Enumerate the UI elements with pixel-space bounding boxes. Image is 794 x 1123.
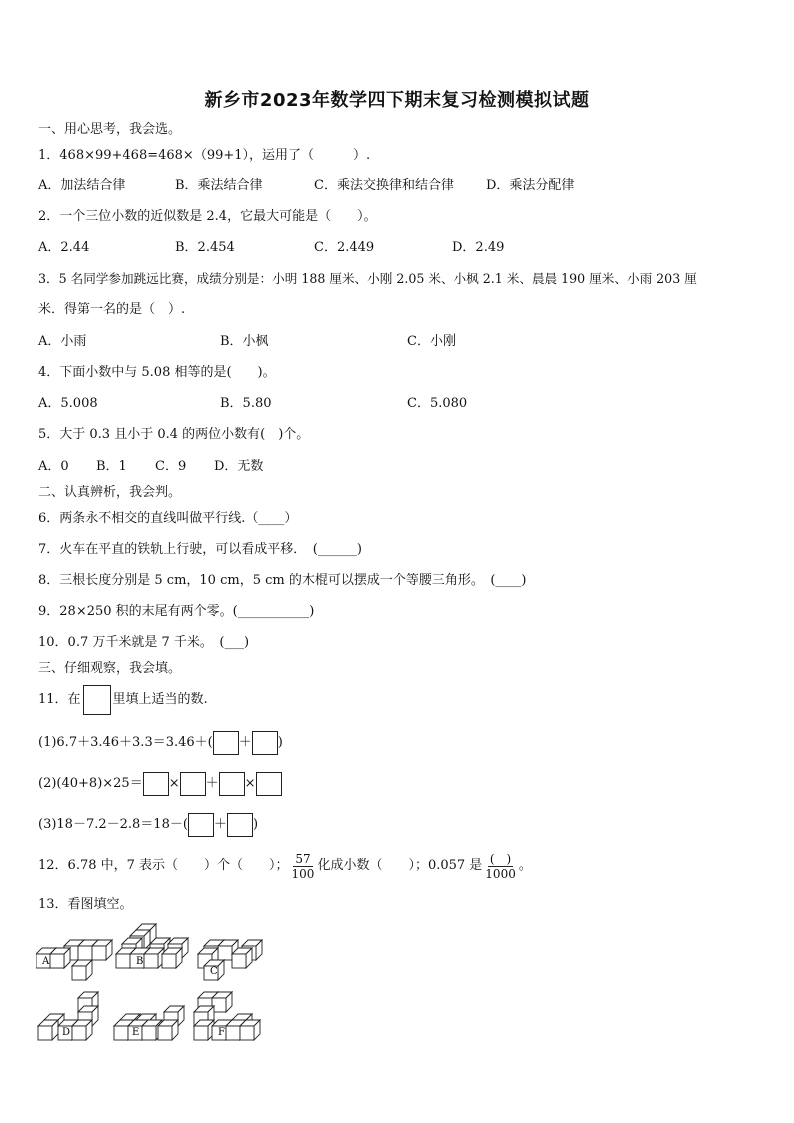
times-sign: × [244,776,256,791]
q11-1-expression: (1)6.7＋3.46＋3.3＝3.46＋( [38,735,213,750]
question-7: 7．火车在平直的铁轨上行驶，可以看成平移． (______) [38,542,362,557]
question-1: 1．468×99+468=468×（99+1），运用了（ ）. [38,148,371,163]
answer-box[interactable] [188,813,214,837]
figure-c [198,940,262,980]
question-6: 6．两条永不相交的直线叫做平行线.（____） [38,511,298,526]
label-e: E [132,1027,140,1038]
fraction-numerator: 57 [295,851,311,866]
label-c: C [210,966,218,977]
example-box [83,685,111,715]
question-3-line-1: 3．5 名同学参加跳远比赛，成绩分别是：小明 188 厘米、小刚 2.05 米、小枫 2.1 米、晨晨 190 厘米、小雨 203 厘 [38,271,697,286]
question-11 [38,684,208,716]
q2-option-a: A．2.44 [38,240,90,255]
q12-part-a: 12．6.78 中，7 表示（ ）个（ ）； [38,858,289,873]
q1-option-b: B．乘法结合律 [175,178,263,193]
q5-option-d: D．无数 [214,459,264,474]
q12-period: 。 [518,858,532,873]
answer-box[interactable] [213,731,239,755]
question-4: 4．下面小数中与 5.08 相等的是( )。 [38,365,276,380]
question-13: 13．看图填空。 [38,897,133,912]
answer-box[interactable] [143,772,169,796]
q1-option-c: C．乘法交换律和结合律 [314,178,454,193]
q4-option-b: B．5.80 [220,396,272,411]
fraction-blank-1000 [485,852,516,881]
question-9: 9．28×250 积的末尾有两个零。(___________) [38,604,315,619]
question-5: 5．大于 0.3 且小于 0.4 的两位小数有( )个。 [38,427,310,442]
question-12 [38,849,532,883]
section-2-heading: 二、认真辨析，我会判。 [38,485,182,500]
section-1-heading: 一、用心思考，我会选。 [38,122,182,137]
q11-part-2 [38,770,282,798]
q3-option-c: C．小刚 [407,334,456,349]
close-paren: ) [277,735,283,750]
fraction-numerator: ( ) [489,851,512,866]
q11-2-expression: (2)(40+8)×25＝ [38,776,143,791]
figure-a [36,940,112,980]
section-3-heading: 三、仔细观察，我会填。 [38,661,182,676]
figure-e [114,1006,184,1040]
times-sign: × [168,776,180,791]
answer-box[interactable] [227,813,253,837]
fraction-denominator: 1000 [485,866,516,881]
q11-3-expression: (3)18－7.2－2.8＝18－( [38,817,188,832]
answer-box[interactable] [219,772,245,796]
q11-suffix: 里填上适当的数. [112,692,208,707]
q2-option-c: C．2.449 [314,240,375,255]
figure-d [38,992,98,1040]
label-a: A [42,956,50,967]
label-f: F [218,1027,225,1038]
q5-option-b: B．1 [96,459,127,474]
page-title: 新乡市2023年数学四下期末复习检测模拟试题 [204,90,590,111]
q11-prefix: 11．在 [38,692,81,707]
figure-b [116,924,188,968]
q11-part-3 [38,811,258,839]
q4-option-a: A．5.008 [38,396,98,411]
q5-option-a: A．0 [38,459,69,474]
q12-part-b: 化成小数（ ）；0.057 是 [317,858,483,873]
q3-option-a: A．小雨 [38,334,87,349]
answer-box[interactable] [252,731,278,755]
plus-sign: ＋ [238,735,252,750]
question-8: 8．三根长度分别是 5 cm，10 cm，5 cm 的木棍可以摆成一个等腰三角形。 (____) [38,573,527,588]
answer-box[interactable] [256,772,282,796]
question-2: 2．一个三位小数的近似数是 2.4，它最大可能是（ ）。 [38,209,377,224]
q2-option-b: B．2.454 [175,240,235,255]
plus-sign: ＋ [205,776,219,791]
answer-box[interactable] [180,772,206,796]
label-d: D [62,1027,71,1038]
fraction-57-100 [292,852,315,881]
q1-option-d: D．乘法分配律 [486,178,575,193]
q4-option-c: C．5.080 [407,396,468,411]
label-b: B [136,956,144,967]
q1-option-a: A．加法结合律 [38,178,126,193]
close-paren: ) [252,817,259,832]
q5-option-c: C．9 [155,459,187,474]
plus-sign: ＋ [213,817,227,832]
figure-f [194,992,260,1040]
cube-figures [36,920,276,1050]
fraction-denominator: 100 [291,866,315,881]
question-3-line-2: 米．得第一名的是（ ）. [38,302,186,317]
question-10: 10．0.7 万千米就是 7 千米。 (___) [38,635,250,650]
q2-option-d: D．2.49 [452,240,505,255]
q3-option-b: B．小枫 [220,334,269,349]
q11-part-1 [38,729,283,757]
